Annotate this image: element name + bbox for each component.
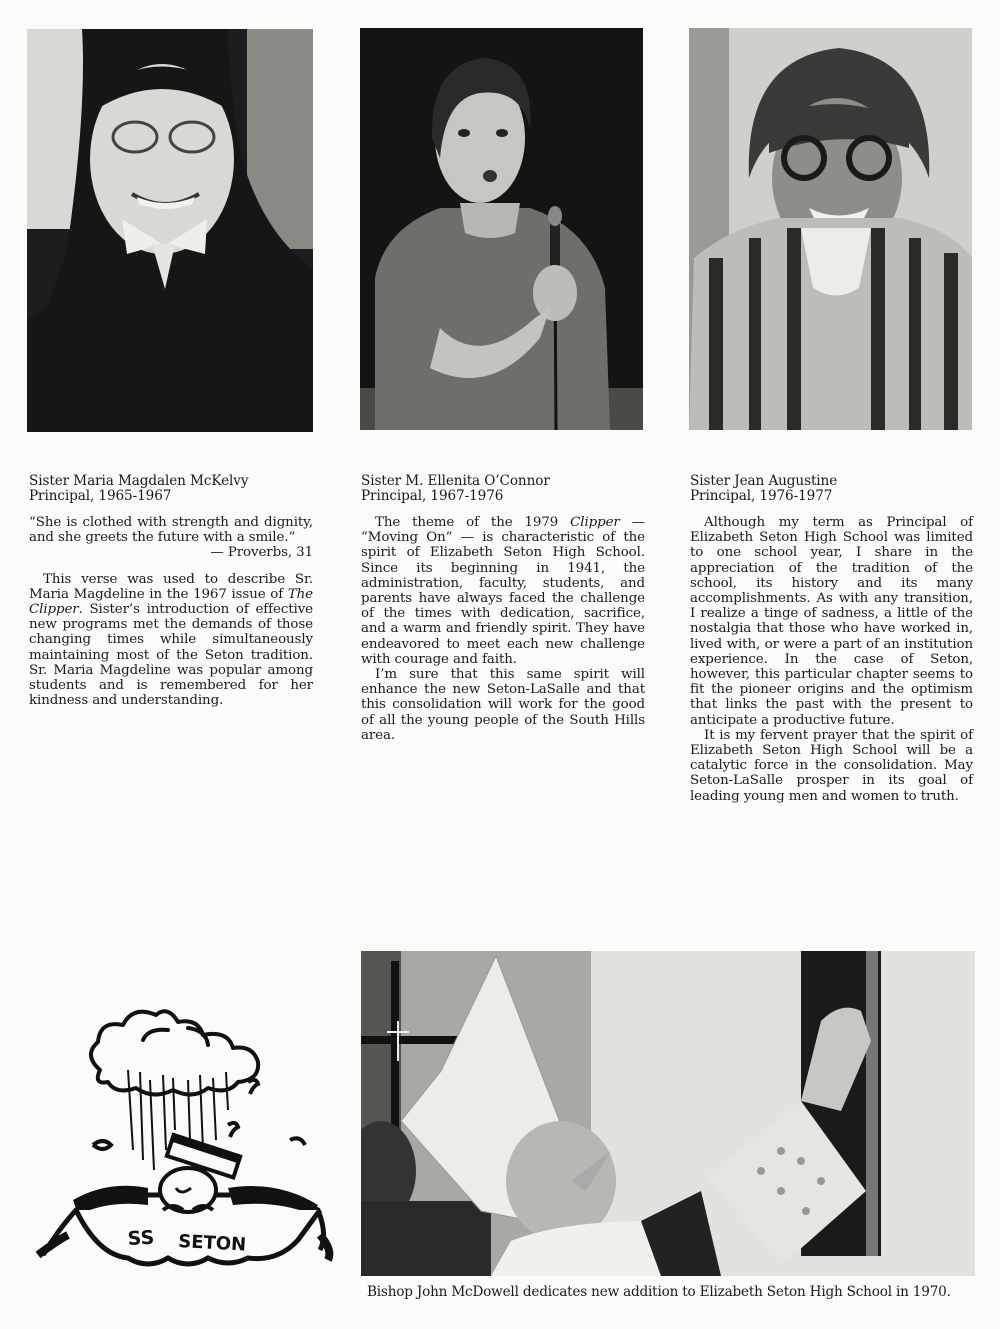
publication-title: The Clipper — [29, 586, 313, 618]
photo-sister-jean — [689, 28, 972, 430]
principal-term: Principal, 1965-1967 — [29, 488, 172, 504]
proverbs-quote: “She is clothed with strength and dignity, and she greets the future with a smile.” — [29, 515, 313, 546]
column-sister-maria-magdalen — [29, 474, 313, 708]
message-paragraph: The theme of the 1979 Clipper — “Moving On” — is characteristic of the spirit of Elizabeth Seton High School. Since its beginning in 1941, the administration, faculty, students, and parents have always faced the challenge of the times with dedication, sacrifice, and a warm and friendly spirit. They have endeavored to meet each new challenge with courage and faith. — [361, 515, 645, 667]
column-sister-ellenita — [361, 474, 645, 743]
column-sister-jean — [690, 474, 973, 804]
publication-title: Clipper — [570, 515, 620, 530]
quote-attribution: — Proverbs, 31 — [210, 545, 313, 561]
message-paragraph: Although my term as Principal of Elizabeth Seton High School was limited to one school year, I share in the appreciation of the tradition of the school, its history and its many accomplishments. As with any transition, I realize a tinge of sadness, a little of the nostalgia that those who have worked in, lived with, or were a part of an institution experience. In the case of Seton, however, this particular chapter seems to fit the pioneer origins and the optimism that links the past with the present to anticipate a productive future. — [690, 515, 973, 728]
rain-cloud-ship-icon — [28, 1000, 338, 1270]
ship-label-ss: SS — [127, 1226, 155, 1250]
photo-caption: Bishop John McDowell dedicates new addition to Elizabeth Seton High School in 1970. — [367, 1284, 951, 1300]
principal-name: Sister Jean Augustine — [690, 473, 838, 489]
tribute-paragraph: This verse was used to describe Sr. Maria Magdeline in the 1967 issue of The Clipper. Sister’s introduction of effective new programs met the demands of those changing times while simultaneously maintaining most of the Seton tradition. Sr. Maria Magdeline was popular among students and is remembered for her kindness and understanding. — [29, 571, 313, 709]
ship-label-seton: SETON — [177, 1231, 247, 1256]
photo-bishop-dedication — [361, 951, 975, 1276]
photo-sister-ellenita — [360, 28, 643, 430]
principal-term: Principal, 1967-1976 — [361, 488, 504, 504]
principal-term: Principal, 1976-1977 — [690, 488, 833, 504]
photo-sister-maria-magdalen — [27, 29, 313, 432]
message-paragraph: I’m sure that this same spirit will enhance the new Seton-LaSalle and that this consolidation will work for the good of all the young people of the South Hills area. — [361, 667, 645, 743]
ss-seton-cartoon — [28, 1000, 338, 1270]
principal-name: Sister M. Ellenita O’Connor — [361, 473, 550, 489]
message-paragraph: It is my fervent prayer that the spirit of Elizabeth Seton High School will be a catalytic force in the consolidation. May Seton-LaSalle prosper in its goal of leading young men and women to truth. — [690, 727, 973, 804]
principal-name: Sister Maria Magdalen McKelvy — [29, 473, 249, 489]
